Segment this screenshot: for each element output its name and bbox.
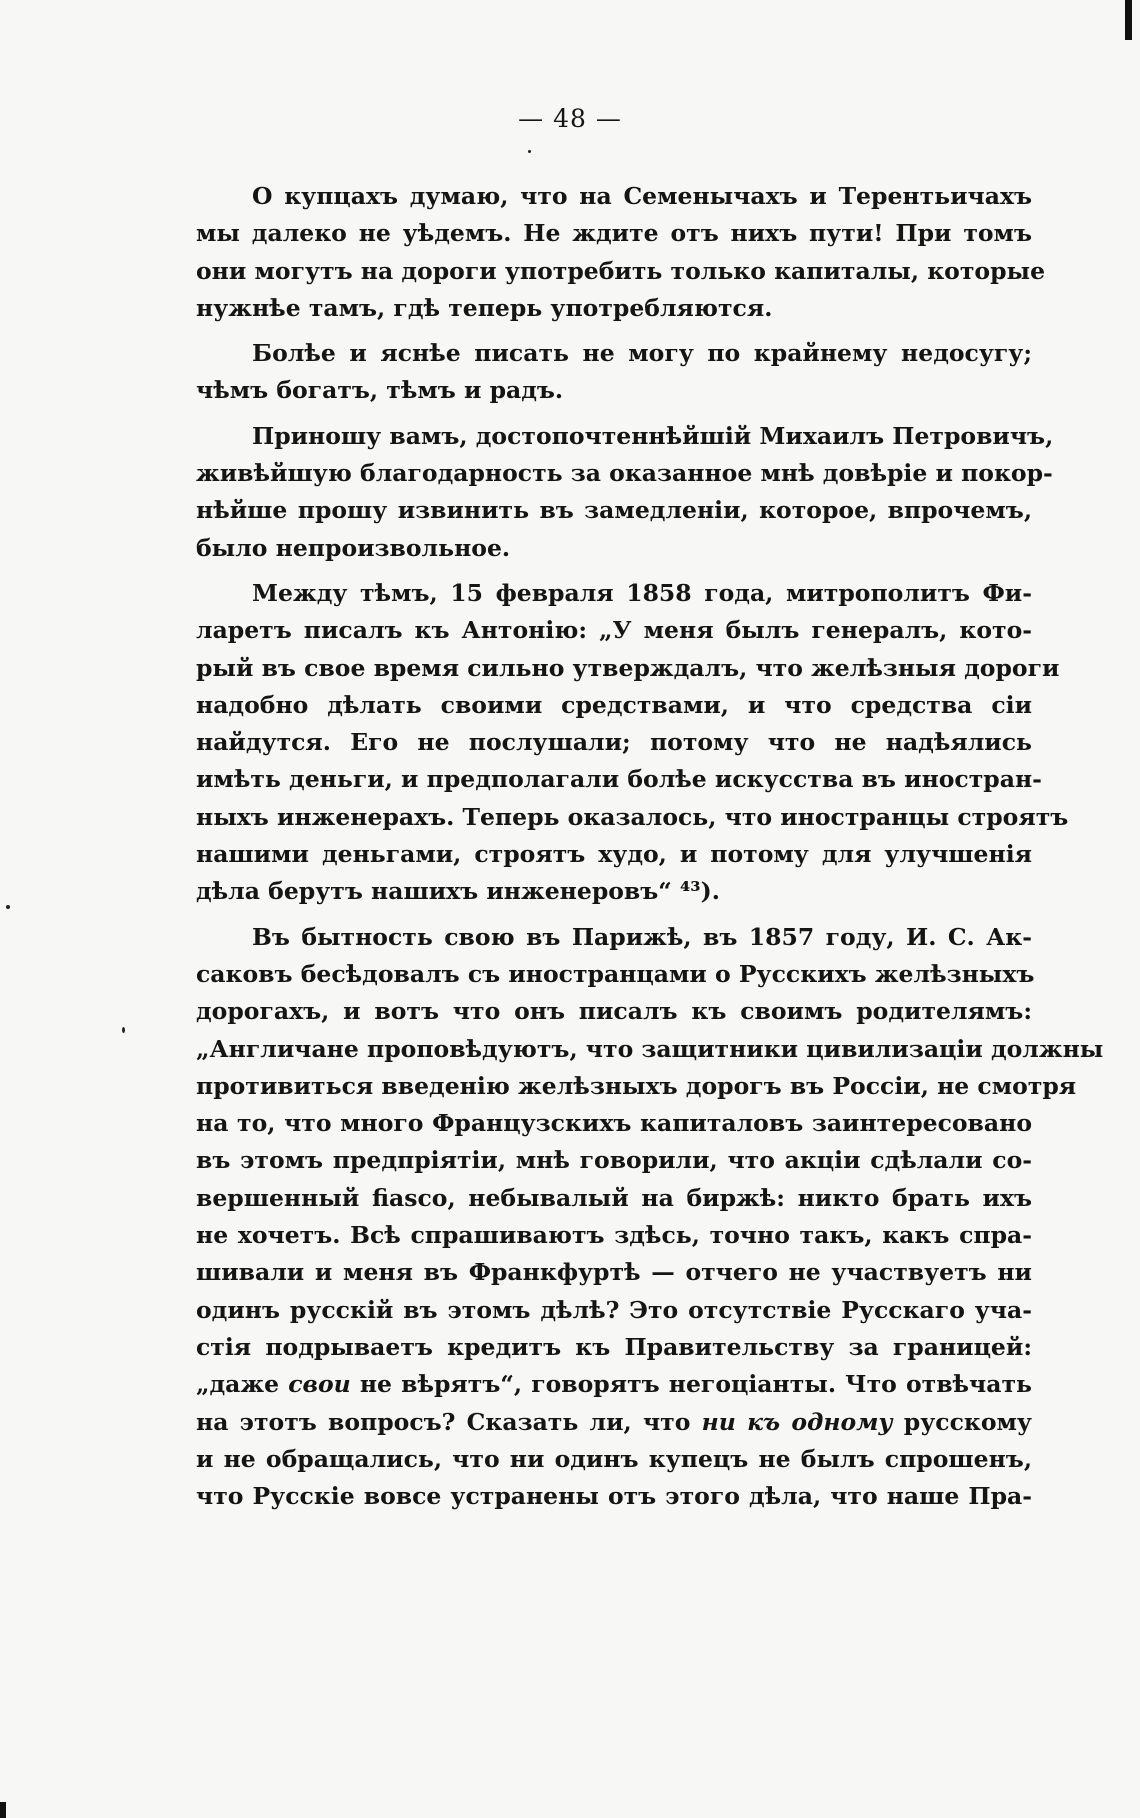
scan-speck — [6, 905, 10, 909]
text-line: найдутся. Его не послушали; потому что не надѣялись — [196, 728, 1032, 757]
text-line: рый въ свое время сильно утверждалъ, что желѣзныя дороги — [196, 653, 1060, 682]
text-line: одинъ русскій въ этомъ дѣлѣ? Это отсутствіе Русскаго уча- — [196, 1295, 1032, 1324]
text-line: Между тѣмъ, 15 февраля 1858 года, митрополитъ Фи- — [252, 578, 1032, 607]
text-line: шивали и меня въ Франкфуртѣ — отчего не участвуетъ ни — [196, 1258, 1032, 1287]
italic-text: свои — [288, 1370, 351, 1399]
text-line: мы далеко не уѣдемъ. Не ждите отъ нихъ пути! При томъ — [196, 219, 1032, 248]
text-line: ныхъ инженерахъ. Теперь оказалось, что иностранцы строятъ — [196, 802, 1069, 831]
text-line: нашими деньгами, строятъ худо, и потому для улучшенія — [196, 840, 1032, 869]
text-line: не хочетъ. Всѣ спрашиваютъ здѣсь, точно такъ, какъ спра- — [196, 1221, 1032, 1250]
text-line: нѣйше прошу извинить въ замедленіи, которое, впрочемъ, — [196, 496, 1032, 525]
scan-speck — [122, 1027, 125, 1033]
text-line: Приношу вамъ, достопочтеннѣйшій Михаилъ Петровичъ, — [252, 421, 1054, 450]
text-line: чѣмъ богатъ, тѣмъ и радъ. — [196, 376, 564, 405]
text-line: на то, что много Французскихъ капиталовъ заинтересовано — [196, 1109, 1032, 1138]
scan-speck — [528, 150, 531, 153]
page-number: — 48 — — [518, 104, 622, 133]
text-line: что Русскіе вовсе устранены отъ этого дѣла, что наше Пра- — [196, 1482, 1032, 1511]
text-line: было непроизвольное. — [196, 533, 511, 562]
text-line: противиться введенію желѣзныхъ дорогъ въ Россіи, не смотря — [196, 1071, 1077, 1100]
text-line: Болѣе и яснѣе писать не могу по крайнему недосугу; — [252, 339, 1032, 368]
text-line: надобно дѣлать своими средствами, и что средства сіи — [196, 690, 1032, 719]
scan-edge-mark-bottom — [0, 1802, 6, 1818]
text-line — [196, 1366, 1032, 1403]
italic-text: ни къ одному — [701, 1407, 893, 1436]
text-line: нужнѣе тамъ, гдѣ теперь употребляются. — [196, 293, 773, 322]
text-segment: русскому — [892, 1407, 1032, 1436]
text-segment: на этотъ вопросъ? Сказать ли, что — [196, 1407, 702, 1436]
scan-edge-mark — [1125, 0, 1132, 40]
body-text — [196, 178, 1104, 1515]
text-line: дѣла берутъ нашихъ инженеровъ“ ⁴³). — [196, 877, 720, 906]
text-line: стія подрываетъ кредитъ къ Правительству за границей: — [196, 1332, 1032, 1361]
text-line — [196, 1404, 1032, 1441]
text-segment: „даже — [196, 1370, 289, 1399]
text-line: вершенный fiasco, небывалый на биржѣ: никто брать ихъ — [196, 1183, 1032, 1212]
text-line: О купцахъ думаю, что на Семенычахъ и Терентьичахъ — [252, 182, 1032, 210]
text-line: дорогахъ, и вотъ что онъ писалъ къ своимъ родителямъ: — [196, 997, 1032, 1026]
text-line: имѣть деньги, и предполагали болѣе искусства въ иностран- — [196, 765, 1042, 794]
text-line: живѣйшую благодарность за оказанное мнѣ довѣріе и покор- — [196, 459, 1053, 488]
text-line: и не обращались, что ни одинъ купецъ не былъ спрошенъ, — [196, 1444, 1032, 1473]
text-line: Въ бытность свою въ Парижѣ, въ 1857 году, И. С. Ак- — [252, 922, 1032, 951]
text-line: ларетъ писалъ къ Антонію: „У меня былъ генералъ, кото- — [196, 616, 1032, 645]
text-segment: не вѣрятъ“, говорятъ негоціанты. Что отвѣчать — [350, 1370, 1032, 1399]
text-line: саковъ бесѣдовалъ съ иностранцами о Русскихъ желѣзныхъ — [196, 959, 1035, 988]
text-line: они могутъ на дороги употребить только капиталы, которые — [196, 256, 1046, 285]
text-line: въ этомъ предпріятіи, мнѣ говорили, что акціи сдѣлали со- — [196, 1146, 1032, 1175]
text-line: „Англичане проповѣдуютъ, что защитники цивилизаціи должны — [196, 1034, 1104, 1063]
